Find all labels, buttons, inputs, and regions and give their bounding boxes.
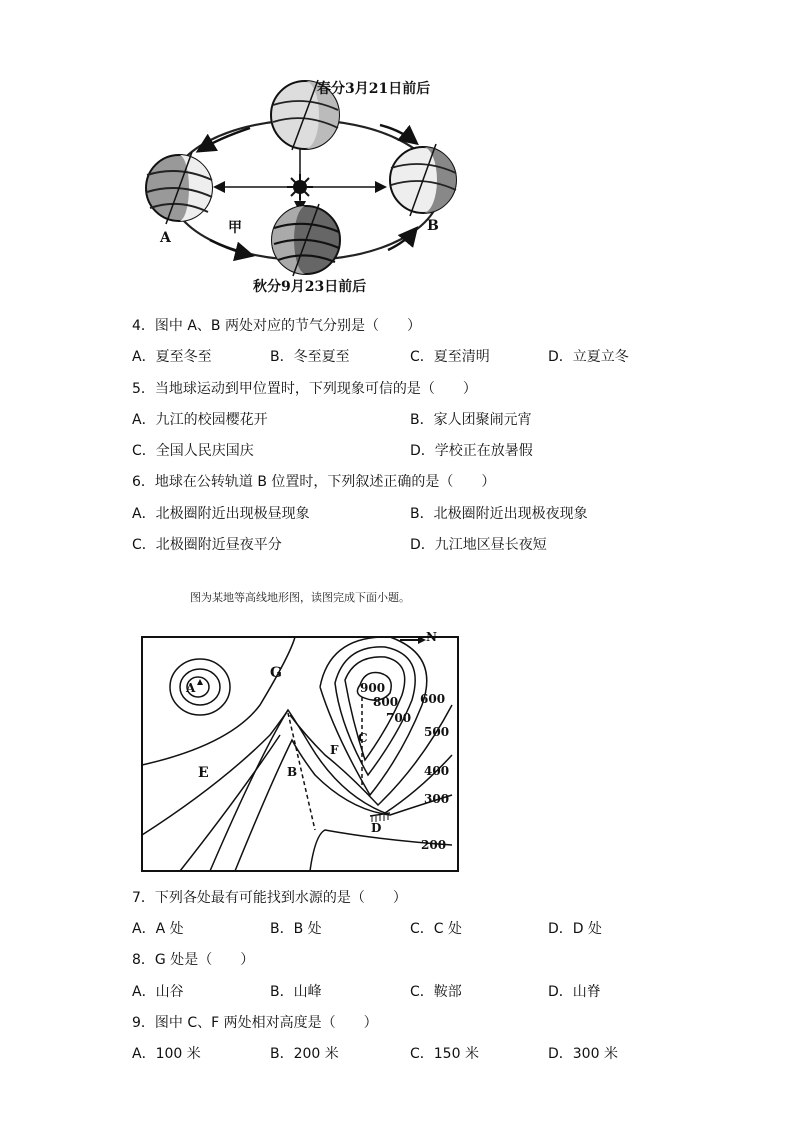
map-label-f: F [330, 743, 339, 757]
q9-option-a[interactable]: A．100 米 [132, 1046, 201, 1062]
q9-option-c[interactable]: C．150 米 [410, 1046, 479, 1062]
earth-a-icon [146, 152, 212, 224]
q6-option-d[interactable]: D．九江地区昼长夜短 [410, 537, 547, 553]
contour-200: 200 [421, 838, 447, 852]
contour-intro: 图为某地等高线地形图，读图完成下面小题。 [190, 591, 410, 604]
question-8: 8．G 处是（ ） [132, 952, 255, 968]
q6-option-a[interactable]: A．北极圈附近出现极昼现象 [132, 506, 310, 522]
label-spring: 春分3月21日前后 [317, 81, 431, 97]
question-5: 5．当地球运动到甲位置时，下列现象可信的是（ ） [132, 381, 477, 397]
q7-option-d[interactable]: D．D 处 [548, 921, 603, 937]
contour-500: 500 [424, 725, 450, 739]
contour-700: 700 [386, 711, 412, 725]
label-jia: 甲 [228, 220, 242, 236]
q9-option-d[interactable]: D．300 米 [548, 1046, 618, 1062]
q5-option-d[interactable]: D．学校正在放暑假 [410, 443, 533, 459]
q5-option-b[interactable]: B．家人团聚闹元宵 [410, 412, 532, 428]
earth-autumn-icon [272, 204, 340, 276]
map-label-d: D [371, 821, 382, 835]
map-label-c: C [358, 731, 368, 745]
q4-option-d[interactable]: D．立夏立冬 [548, 349, 629, 365]
contour-400: 400 [424, 764, 450, 778]
q5-option-a[interactable]: A．九江的校园樱花开 [132, 412, 268, 428]
contour-900: 900 [360, 681, 386, 695]
q5-option-c[interactable]: C．全国人民庆国庆 [132, 443, 254, 459]
label-a: A [160, 230, 171, 246]
question-9: 9．图中 C、F 两处相对高度是（ ） [132, 1015, 378, 1031]
q7-option-c[interactable]: C．C 处 [410, 921, 463, 937]
question-6: 6．地球在公转轨道 B 位置时，下列叙述正确的是（ ） [132, 474, 496, 490]
q6-option-c[interactable]: C．北极圈附近昼夜平分 [132, 537, 282, 553]
label-autumn: 秋分9月23日前后 [253, 279, 367, 295]
map-label-g: G [270, 665, 282, 681]
q8-option-c[interactable]: C．鞍部 [410, 984, 462, 1000]
q7-option-b[interactable]: B．B 处 [270, 921, 322, 937]
q8-option-a[interactable]: A．山谷 [132, 984, 184, 1000]
earth-b-icon [390, 144, 456, 216]
label-b: B [427, 218, 439, 234]
orbit-arrow-bottomleft [210, 240, 250, 255]
orbit-arrow-topleft [200, 128, 250, 150]
orbit-diagram [140, 70, 470, 305]
contour-map-svg [140, 625, 460, 873]
contour-300: 300 [424, 792, 450, 806]
q8-option-d[interactable]: D．山脊 [548, 984, 601, 1000]
contour-map [140, 625, 460, 873]
map-label-e: E [198, 765, 209, 781]
q8-option-b[interactable]: B．山峰 [270, 984, 322, 1000]
orbit-diagram-svg [140, 70, 470, 305]
north-label: N [426, 630, 437, 644]
contour-600: 600 [420, 692, 446, 706]
q9-option-b[interactable]: B．200 米 [270, 1046, 339, 1062]
question-4: 4．图中 A、B 两处对应的节气分别是（ ） [132, 318, 421, 334]
q7-option-a[interactable]: A．A 处 [132, 921, 184, 937]
q4-option-c[interactable]: C．夏至清明 [410, 349, 490, 365]
contour-800: 800 [373, 695, 399, 709]
question-7: 7．下列各处最有可能找到水源的是（ ） [132, 890, 407, 906]
q6-option-b[interactable]: B．北极圈附近出现极夜现象 [410, 506, 588, 522]
q4-option-b[interactable]: B．冬至夏至 [270, 349, 350, 365]
map-label-b: B [287, 765, 298, 779]
map-label-a: A [186, 681, 196, 695]
q4-option-a[interactable]: A．夏至冬至 [132, 349, 212, 365]
